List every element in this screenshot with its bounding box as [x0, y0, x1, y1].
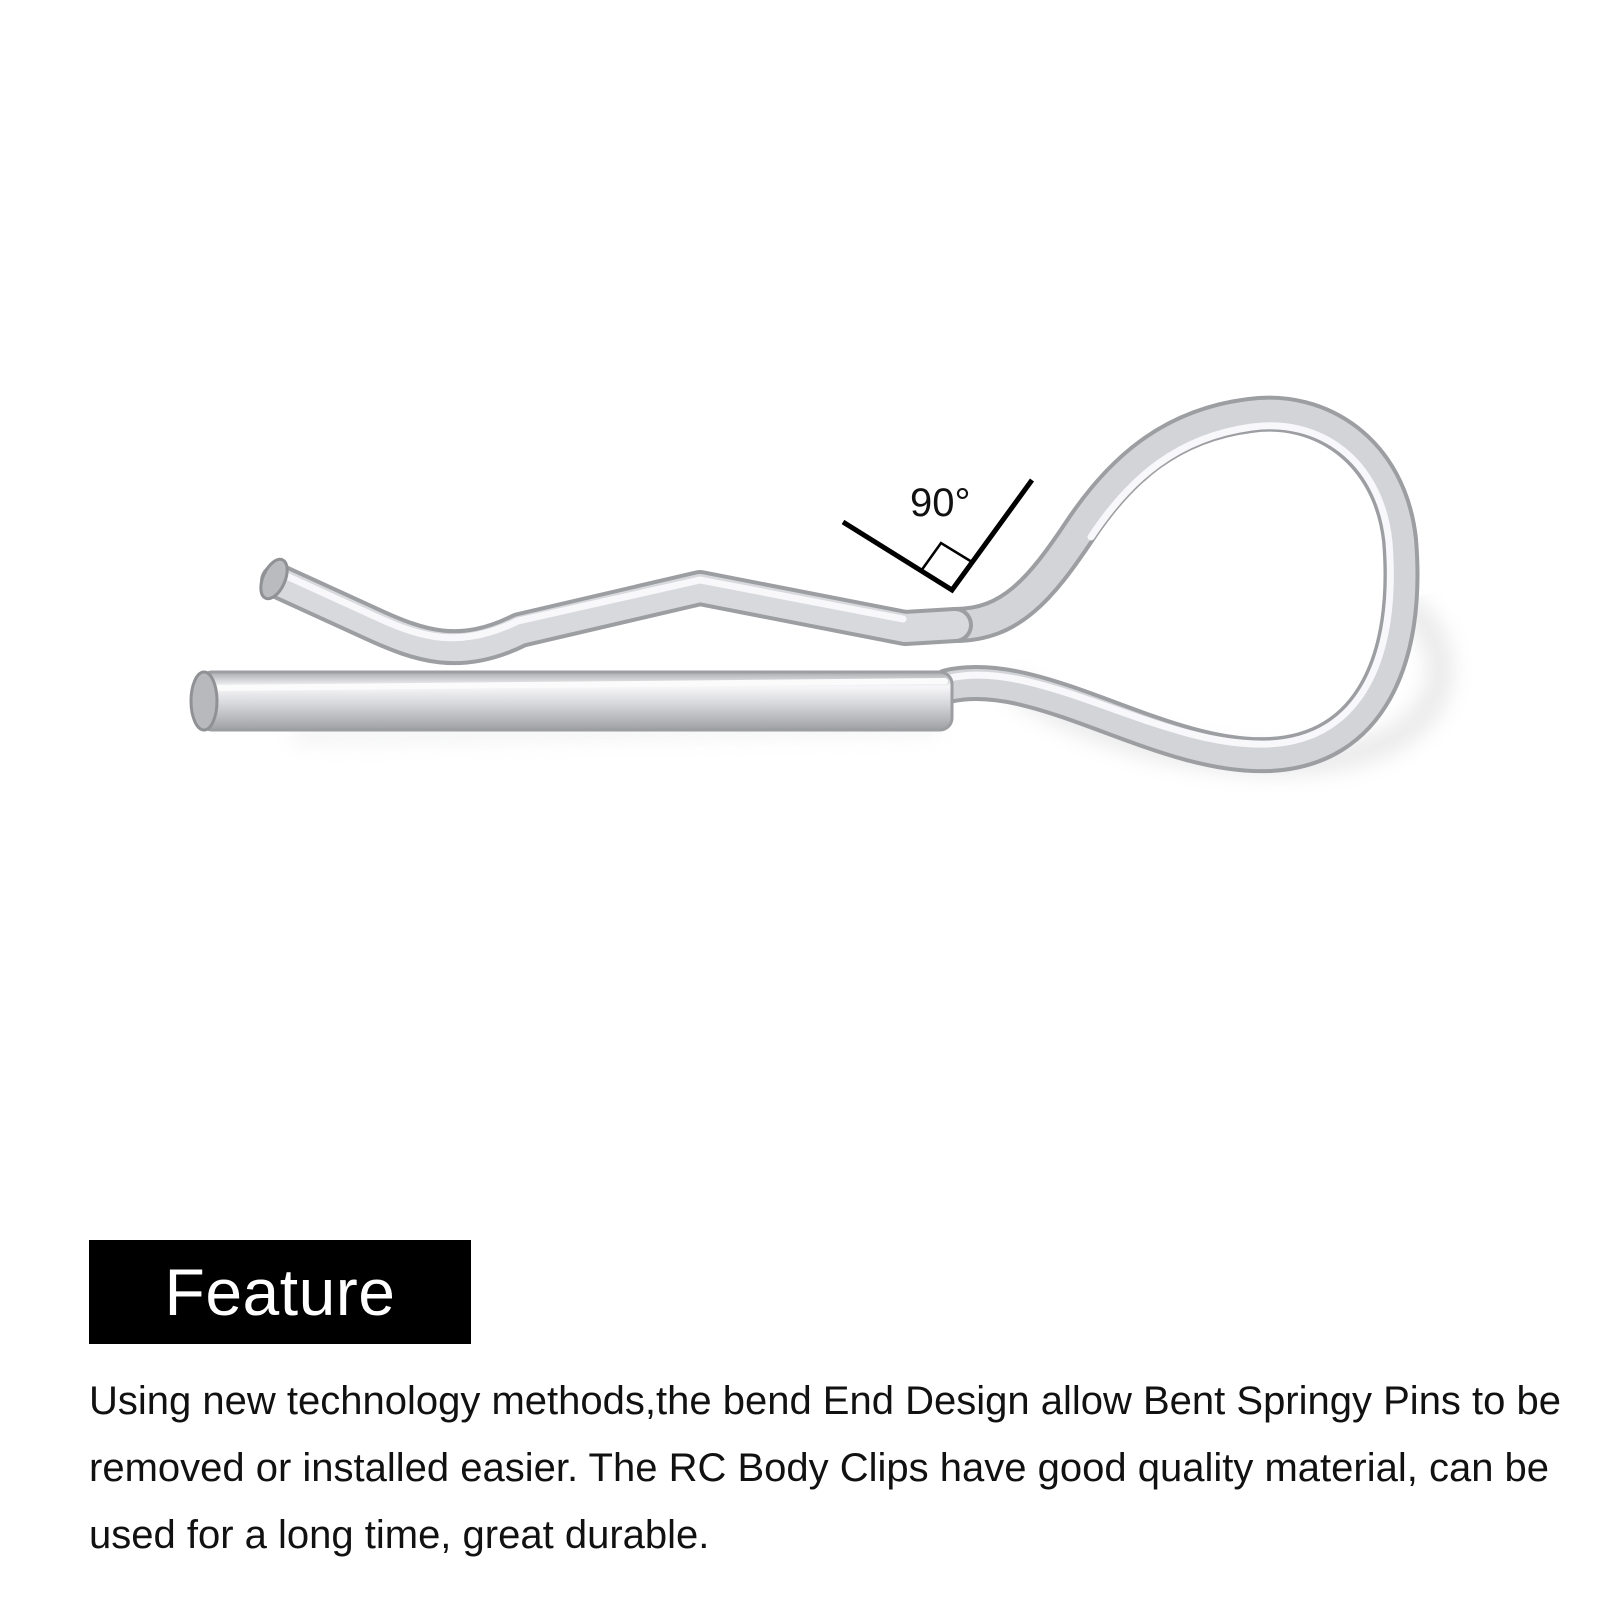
angle-label: 90° — [910, 481, 971, 525]
clip-straight-leg — [191, 672, 952, 730]
feature-description: Using new technology methods,the bend End Design allow Bent Springy Pins to be removed or installed easier. The RC Body Clips have good quality material, can be used for a long time, great durable. — [89, 1379, 1562, 1557]
right-angle-marker — [921, 543, 972, 571]
clip-bent-leg — [255, 555, 955, 647]
straight-leg-tip — [191, 672, 217, 730]
angle-annotation — [843, 480, 1032, 590]
clip-loop — [948, 414, 1401, 756]
feature-badge — [89, 1240, 471, 1344]
feature-title: Feature — [164, 1255, 396, 1329]
